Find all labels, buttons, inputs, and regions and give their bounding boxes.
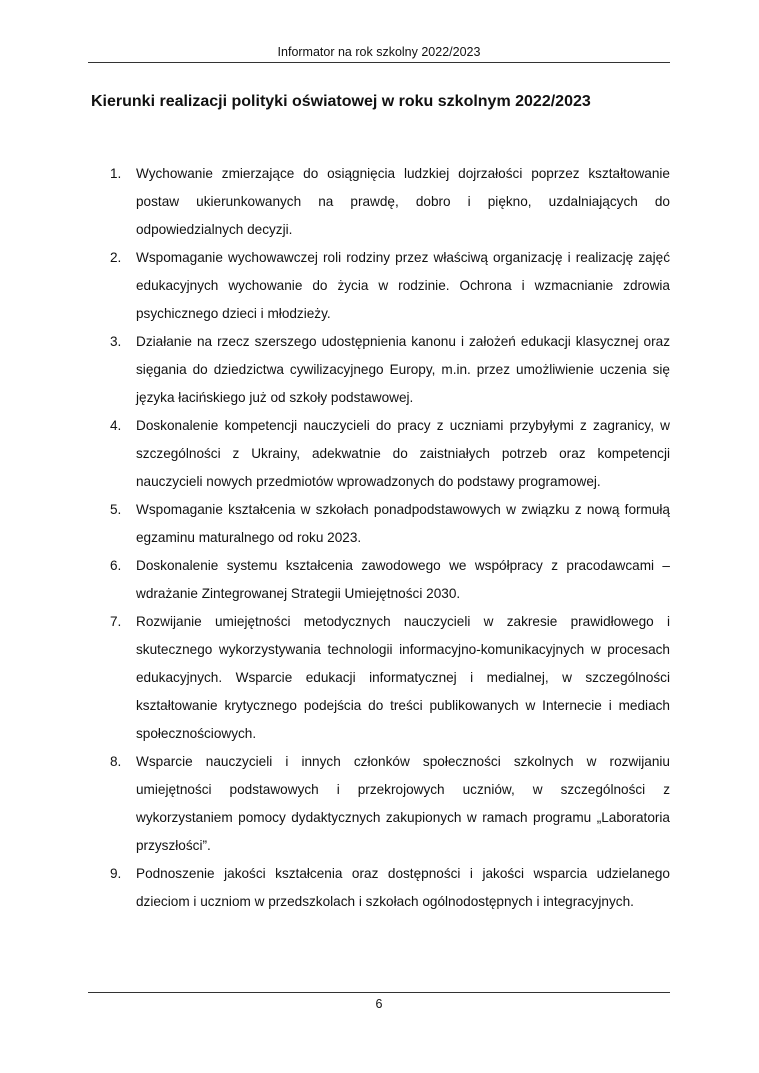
list-item-text: Działanie na rzecz szerszego udostępnienia kanonu i założeń edukacji klasycznej oraz sięgania do dziedzictwa cywilizacyjnego Europy, m.in. przez umożliwienie uczenia się języka łacińskiego już od szkoły podstawowej.: [136, 334, 670, 405]
list-item: [110, 412, 670, 496]
list-item-number: 2.: [110, 250, 122, 265]
section-title: Kierunki realizacji polityki oświatowej w roku szkolnym 2022/2023: [91, 93, 591, 110]
list-item: [110, 328, 670, 412]
page-number: 6: [375, 997, 383, 1011]
list-item-number: 1.: [110, 166, 122, 181]
header-divider: [88, 62, 670, 63]
policy-directions-list: [110, 160, 670, 916]
footer-divider: [88, 992, 670, 993]
running-header: Informator na rok szkolny 2022/2023: [277, 45, 481, 59]
list-item-number: 4.: [110, 418, 122, 433]
list-item-number: 9.: [110, 866, 122, 881]
list-item-text: Doskonalenie systemu kształcenia zawodowego we współpracy z pracodawcami – wdrażanie Zintegrowanej Strategii Umiejętności 2030.: [136, 558, 670, 601]
list-item-text: Wsparcie nauczycieli i innych członków społeczności szkolnych w rozwijaniu umiejętności podstawowych i przekrojowych uczniów, w szczególności z wykorzystaniem pomocy dydaktycznych zakupionych w ramach programu „Laboratoria przyszłości”.: [136, 754, 670, 853]
list-item-text: Wspomaganie wychowawczej roli rodziny przez właściwą organizację i realizację zajęć edukacyjnych wychowanie do życia w rodzinie. Ochrona i wzmacnianie zdrowia psychicznego dzieci i młodzieży.: [136, 250, 670, 321]
list-item-text: Rozwijanie umiejętności metodycznych nauczycieli w zakresie prawidłowego i skutecznego wykorzystywania technologii informacyjno-komunikacyjnych w procesach edukacyjnych. Wsparcie edukacji informatycznej i medialnej, w szczególności kształtowanie krytycznego podejścia do treści publikowanych w Internecie i mediach społecznościowych.: [136, 614, 670, 741]
list-item: [110, 244, 670, 328]
list-item: [110, 496, 670, 552]
list-item-number: 7.: [110, 614, 122, 629]
list-item: [110, 608, 670, 748]
list-item-text: Doskonalenie kompetencji nauczycieli do pracy z uczniami przybyłymi z zagranicy, w szczególności z Ukrainy, adekwatnie do zaistniałych potrzeb oraz kompetencji nauczycieli nowych przedmiotów wprowadzonych do podstawy programowej.: [136, 418, 670, 489]
list-item: [110, 552, 670, 608]
list-item-number: 3.: [110, 334, 122, 349]
list-item-number: 5.: [110, 502, 122, 517]
list-item: [110, 160, 670, 244]
list-item-text: Podnoszenie jakości kształcenia oraz dostępności i jakości wsparcia udzielanego dzieciom i uczniom w przedszkolach i szkołach ogólnodostępnych i integracyjnych.: [136, 866, 670, 909]
list-item-text: Wychowanie zmierzające do osiągnięcia ludzkiej dojrzałości poprzez kształtowanie postaw ukierunkowanych na prawdę, dobro i piękno, uzdalniających do odpowiedzialnych decyzji.: [136, 166, 670, 237]
list-item: [110, 748, 670, 860]
list-item-number: 8.: [110, 754, 122, 769]
list-item: [110, 860, 670, 916]
list-item-number: 6.: [110, 558, 122, 573]
list-item-text: Wspomaganie kształcenia w szkołach ponadpodstawowych w związku z nową formułą egzaminu maturalnego od roku 2023.: [136, 502, 670, 545]
